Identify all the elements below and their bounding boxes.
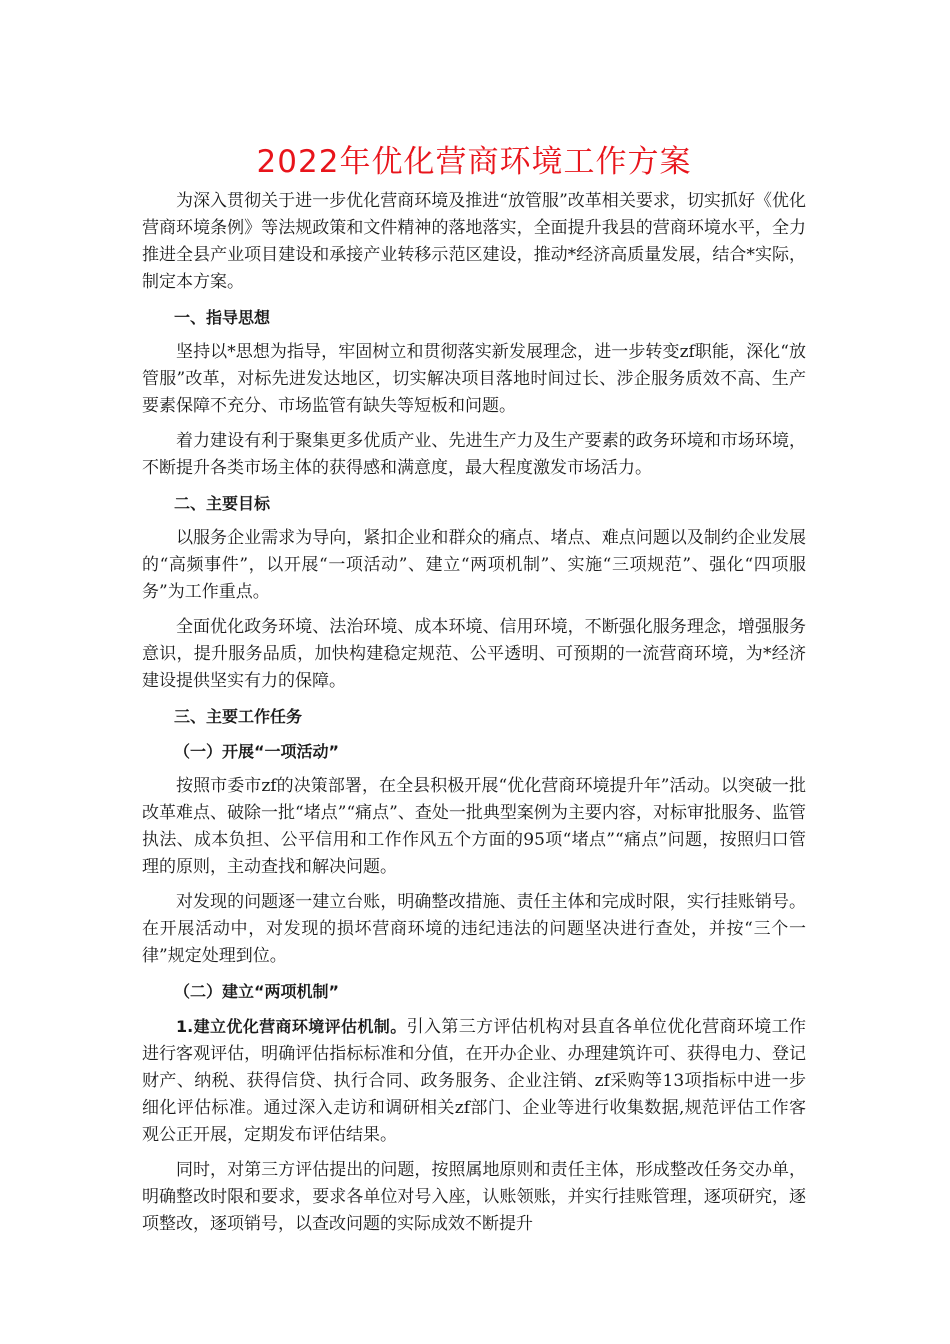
paragraph: 以服务企业需求为导向，紧扣企业和群众的痛点、堵点、难点问题以及制约企业发展的“高频事件”，以开展“一项活动”、建立“两项机制”、实施“三项规范”、强化“四项服务”为工作重点。 [142,528,806,602]
paragraph: 全面优化政务环境、法治环境、成本环境、信用环境，不断强化服务理念，增强服务意识，提升服务品质，加快构建稳定规范、公平透明、可预期的一流营商环境，为*经济建设提供坚实有力的保障。 [142,617,806,691]
document-body [142,140,806,1246]
section-heading-main-goals: 二、主要目标 [174,494,271,513]
paragraph: 按照市委市zf的决策部署，在全县积极开展“优化营商环境提升年”活动。以突破一批改革难点、破除一批“堵点”“痛点”、查处一批典型案例为主要内容，对标审批服务、监管执法、成本负担、公平信用和工作作风五个方面的95项“堵点”“痛点”问题，按照归口管理的原则，主动查找和解决问题。 [142,776,806,877]
document-title: 2022年优化营商环境工作方案 [256,144,692,180]
section-heading-main-tasks: 三、主要工作任务 [174,707,303,726]
item-text: 引入第三方评估机构对县直各单位优化营商环境工作进行客观评估，明确评估指标标准和分值，在开办企业、办理建筑许可、获得电力、登记财产、纳税、获得信贷、执行合同、政务服务、企业注销、zf采购等13项指标中进一步细化评估标准。通过深入走访和调研相关zf部门、企业等进行收集数据,规范评估工作客观公正开展，定期发布评估结果。 [142,1017,806,1145]
subsection-heading-one-activity: （一）开展“一项活动” [174,742,340,761]
subsection-heading-two-mechanisms: （二）建立“两项机制” [174,982,340,1001]
paragraph: 坚持以*思想为指导，牢固树立和贯彻落实新发展理念，进一步转变zf职能，深化“放管服”改革，对标先进发达地区，切实解决项目落地时间过长、涉企服务质效不高、生产要素保障不充分、市场监管有缺失等短板和问题。 [142,342,806,416]
paragraph: 同时，对第三方评估提出的问题，按照属地原则和责任主体，形成整改任务交办单，明确整改时限和要求，要求各单位对号入座，认账领账，并实行挂账管理，逐项研究，逐项整改，逐项销号，以查改问题的实际成效不断提升 [142,1160,806,1234]
section-heading-guiding-ideology: 一、指导思想 [174,308,271,327]
intro-paragraph: 为深入贯彻关于进一步优化营商环境及推进“放管服”改革相关要求，切实抓好《优化营商环境条例》等法规政策和文件精神的落地落实，全面提升我县的营商环境水平，全力推进全县产业项目建设和承接产业转移示范区建设，推动*经济高质量发展，结合*实际，制定本方案。 [142,191,806,292]
paragraph: 对发现的问题逐一建立台账，明确整改措施、责任主体和完成时限，实行挂账销号。在开展活动中，对发现的损坏营商环境的违纪违法的问题坚决进行查处，并按“三个一律”规定处理到位。 [142,892,806,966]
numbered-item-paragraph [142,1013,806,1149]
paragraph: 着力建设有利于聚集更多优质产业、先进生产力及生产要素的政务环境和市场环境，不断提升各类市场主体的获得感和满意度，最大程度激发市场活力。 [142,431,806,478]
item-lead: 1.建立优化营商环境评估机制。 [176,1017,407,1036]
